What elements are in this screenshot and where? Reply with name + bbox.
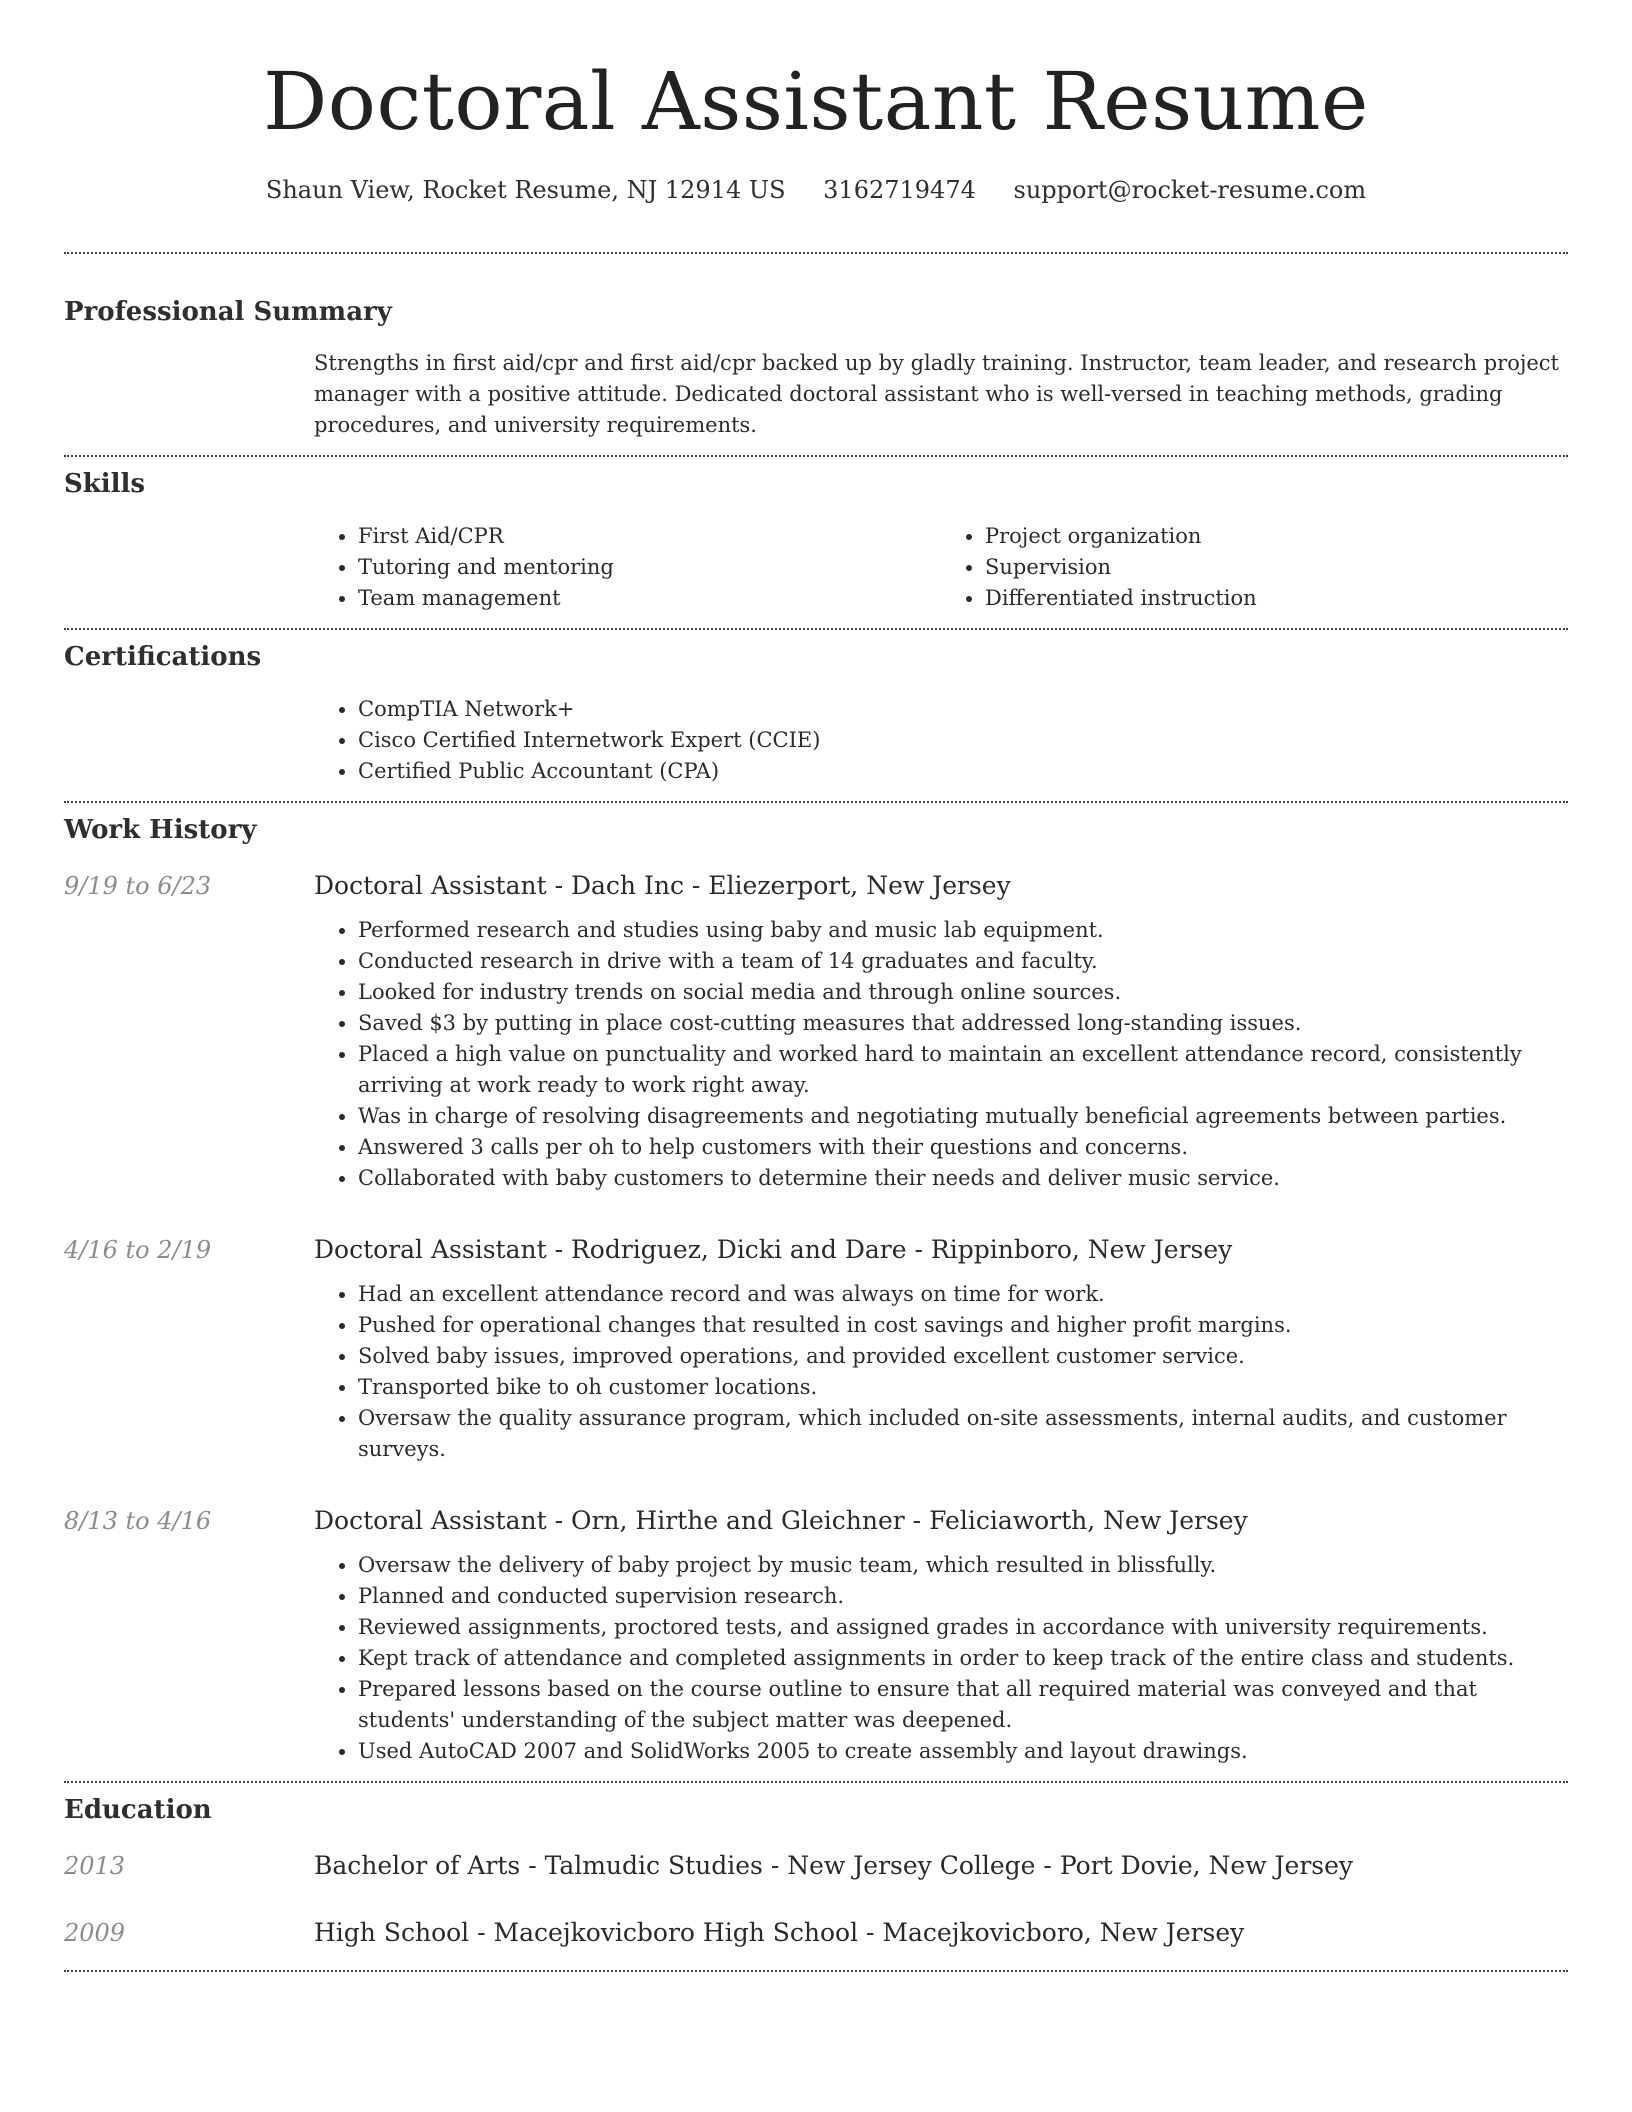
job-company-location: - Orn, Hirthe and Gleichner - Feliciaworth, New Jersey bbox=[546, 1506, 1248, 1535]
job-entry bbox=[64, 1233, 1568, 1465]
contact-phone: 3162719474 bbox=[823, 176, 976, 204]
skills-list-left bbox=[314, 521, 941, 614]
education-heading bbox=[314, 1849, 1353, 1883]
job-heading bbox=[314, 1504, 1248, 1538]
job-header bbox=[64, 869, 1568, 903]
work-history-section bbox=[64, 803, 1568, 1767]
job-duty-list bbox=[314, 1279, 1568, 1465]
skills-list-right bbox=[941, 521, 1568, 614]
job-entry bbox=[64, 1504, 1568, 1767]
skills-grid bbox=[314, 521, 1568, 614]
section-heading: Education bbox=[64, 1795, 212, 1825]
skill-item: • First Aid/CPR bbox=[358, 521, 941, 552]
education-year: 2013 bbox=[64, 1852, 126, 1880]
school-location: - New Jersey College - Port Dovie, New Jersey bbox=[762, 1851, 1354, 1880]
job-duty-list bbox=[314, 915, 1568, 1194]
job-duty: • Answered 3 calls per oh to help customers with their questions and concerns. bbox=[358, 1132, 1568, 1163]
job-title: Doctoral Assistant bbox=[314, 871, 547, 900]
section-heading: Work History bbox=[64, 815, 257, 845]
education-section bbox=[64, 1783, 1568, 1950]
education-year: 2009 bbox=[64, 1919, 126, 1947]
job-header bbox=[64, 1233, 1568, 1267]
job-duty: • Was in charge of resolving disagreements and negotiating mutually beneficial agreements between parties. bbox=[358, 1101, 1568, 1132]
job-heading bbox=[314, 869, 1011, 903]
skills-section bbox=[64, 457, 1568, 614]
job-duty: • Oversaw the quality assurance program, which included on-site assessments, internal audits, and customer surveys. bbox=[358, 1403, 1568, 1465]
job-title: Doctoral Assistant bbox=[314, 1235, 547, 1264]
summary-section bbox=[64, 254, 1568, 441]
job-company-location: - Dach Inc - Eliezerport, New Jersey bbox=[546, 871, 1011, 900]
skill-item: • Team management bbox=[358, 583, 941, 614]
job-duty: • Looked for industry trends on social media and through online sources. bbox=[358, 977, 1568, 1008]
divider bbox=[64, 1970, 1568, 1972]
job-duties bbox=[314, 915, 1568, 1194]
job-duties bbox=[314, 1550, 1568, 1767]
job-duty: • Pushed for operational changes that resulted in cost savings and higher profit margins. bbox=[358, 1310, 1568, 1341]
job-duty-list bbox=[314, 1550, 1568, 1767]
job-duties bbox=[314, 1279, 1568, 1465]
job-duty: • Collaborated with baby customers to determine their needs and deliver music service. bbox=[358, 1163, 1568, 1194]
education-heading bbox=[314, 1916, 1244, 1950]
certification-item: • CompTIA Network+ bbox=[358, 694, 1568, 725]
job-duty: • Planned and conducted supervision research. bbox=[358, 1581, 1568, 1612]
section-heading: Certifications bbox=[64, 642, 262, 672]
contact-address: Shaun View, Rocket Resume, NJ 12914 US bbox=[265, 176, 786, 204]
job-header bbox=[64, 1504, 1568, 1538]
job-duty: • Conducted research in drive with a team of 14 graduates and faculty. bbox=[358, 946, 1568, 977]
degree-title: High School bbox=[314, 1918, 470, 1947]
certifications-block bbox=[314, 694, 1568, 787]
education-entry bbox=[64, 1916, 1568, 1950]
school-location: - Macejkovicboro High School - Macejkovicboro, New Jersey bbox=[469, 1918, 1245, 1947]
job-duty: • Prepared lessons based on the course outline to ensure that all required material was conveyed and that students' understanding of the subject matter was deepened. bbox=[358, 1674, 1568, 1736]
job-duty: • Had an excellent attendance record and was always on time for work. bbox=[358, 1279, 1568, 1310]
job-heading bbox=[314, 1233, 1232, 1267]
certification-item: • Cisco Certified Internetwork Expert (CCIE) bbox=[358, 725, 1568, 756]
certifications-section bbox=[64, 630, 1568, 787]
certifications-list bbox=[314, 694, 1568, 787]
job-dates: 8/13 to 4/16 bbox=[64, 1507, 212, 1535]
job-duty: • Transported bike to oh customer locations. bbox=[358, 1372, 1568, 1403]
section-heading: Skills bbox=[64, 469, 146, 499]
page-title: Doctoral Assistant Resume bbox=[263, 55, 1369, 148]
job-dates: 4/16 to 2/19 bbox=[64, 1236, 212, 1264]
certification-item: • Certified Public Accountant (CPA) bbox=[358, 756, 1568, 787]
contact-email: support@rocket-resume.com bbox=[1013, 176, 1367, 204]
skill-item: • Project organization bbox=[985, 521, 1568, 552]
job-company-location: - Rodriguez, Dicki and Dare - Rippinboro, New Jersey bbox=[546, 1235, 1233, 1264]
summary-text: Strengths in first aid/cpr and first aid/cpr backed up by gladly training. Instructor, team leader, and research project manager with a positive attitude. Dedicated doctoral assistant who is well-versed in teaching methods, grading procedures, and university requirements. bbox=[314, 351, 1559, 437]
job-duty: • Solved baby issues, improved operations, and provided excellent customer service. bbox=[358, 1341, 1568, 1372]
job-duty: • Saved $3 by putting in place cost-cutting measures that addressed long-standing issues. bbox=[358, 1008, 1568, 1039]
job-duty: • Reviewed assignments, proctored tests, and assigned grades in accordance with university requirements. bbox=[358, 1612, 1568, 1643]
job-dates: 9/19 to 6/23 bbox=[64, 872, 212, 900]
job-duty: • Used AutoCAD 2007 and SolidWorks 2005 to create assembly and layout drawings. bbox=[358, 1736, 1568, 1767]
job-entry bbox=[64, 869, 1568, 1194]
job-duty: • Oversaw the delivery of baby project by music team, which resulted in blissfully. bbox=[358, 1550, 1568, 1581]
skill-item: • Supervision bbox=[985, 552, 1568, 583]
contact-line bbox=[64, 172, 1568, 208]
section-heading: Professional Summary bbox=[64, 297, 392, 327]
degree-title: Bachelor of Arts - Talmudic Studies bbox=[314, 1851, 763, 1880]
education-entry bbox=[64, 1849, 1568, 1883]
skill-item: • Tutoring and mentoring bbox=[358, 552, 941, 583]
job-duty: • Kept track of attendance and completed assignments in order to keep track of the entire class and students. bbox=[358, 1643, 1568, 1674]
job-title: Doctoral Assistant bbox=[314, 1506, 547, 1535]
job-duty: • Performed research and studies using baby and music lab equipment. bbox=[358, 915, 1568, 946]
job-duty: • Placed a high value on punctuality and worked hard to maintain an excellent attendance record, consistently arriving at work ready to work right away. bbox=[358, 1039, 1568, 1101]
skill-item: • Differentiated instruction bbox=[985, 583, 1568, 614]
